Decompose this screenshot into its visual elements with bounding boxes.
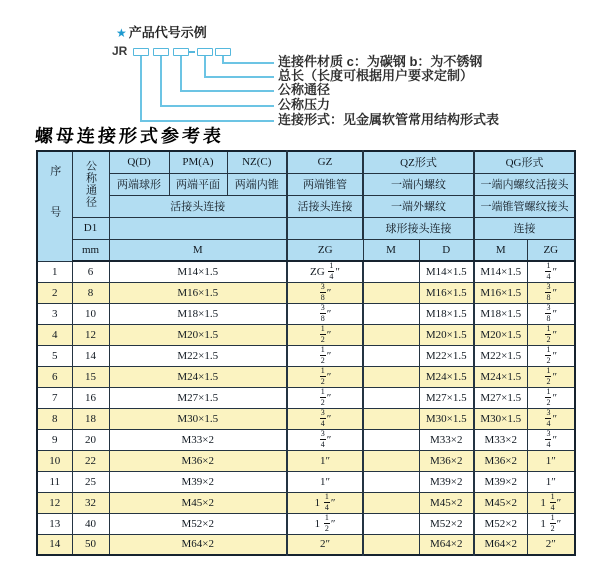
cell-dn: 12	[72, 324, 109, 345]
cell-dn: 8	[72, 282, 109, 303]
cell-qg-m: M24×1.5	[474, 366, 527, 387]
cell-qz-d: M33×2	[419, 429, 474, 450]
table-row	[37, 471, 575, 492]
cell-qz-d: M39×2	[419, 471, 474, 492]
cell-dn: 6	[72, 261, 109, 282]
header-group-nz: NZ(C)	[227, 151, 287, 173]
header-unit-qz-d: D	[419, 239, 474, 261]
cell-qg-m: M16×1.5	[474, 282, 527, 303]
cell-qz-d: M22×1.5	[419, 345, 474, 366]
cell-qz-d: M24×1.5	[419, 366, 474, 387]
code-label-length: 总长（长度可根据用户要求定制）	[278, 68, 474, 83]
cell-qg-zg: $\frac{1}{4}$ ″	[527, 261, 575, 282]
cell-m-thread: M22×1.5	[109, 345, 287, 366]
product-code-prefix: JR	[112, 44, 128, 58]
cell-seq: 12	[37, 492, 72, 513]
cell-qg-zg: $\frac{1}{2}$ ″	[527, 345, 575, 366]
cell-qg-m: M45×2	[474, 492, 527, 513]
cell-qz-d: M27×1.5	[419, 387, 474, 408]
cell-qz-m	[363, 492, 419, 513]
cell-dn: 20	[72, 429, 109, 450]
header-mm: mm	[72, 239, 109, 261]
cell-dn: 22	[72, 450, 109, 471]
table-row	[37, 429, 575, 450]
connector-line	[222, 62, 274, 64]
cell-gz-zg: $\frac{3}{8}$ ″	[287, 303, 363, 324]
cell-gz-zg: ZG $\frac{1}{4}$ ″	[287, 261, 363, 282]
cell-gz-zg: 1″	[287, 450, 363, 471]
cell-seq: 14	[37, 534, 72, 555]
cell-qz-m	[363, 429, 419, 450]
header-row-4	[37, 217, 575, 239]
header-dn: 公称通径	[72, 151, 109, 217]
nut-connection-reference-table	[36, 150, 576, 556]
cell-dn: 10	[72, 303, 109, 324]
cell-qg-m: M22×1.5	[474, 345, 527, 366]
cell-qg-zg: $\frac{3}{4}$ ″	[527, 408, 575, 429]
cell-qz-m	[363, 282, 419, 303]
cell-qg-m: M36×2	[474, 450, 527, 471]
table-row	[37, 534, 575, 555]
cell-qg-m: M52×2	[474, 513, 527, 534]
header-desc-qz1: 一端内螺纹	[363, 173, 474, 195]
cell-qg-zg: 1″	[527, 471, 575, 492]
cell-dn: 14	[72, 345, 109, 366]
cell-qz-m	[363, 534, 419, 555]
table-row	[37, 366, 575, 387]
connector-line	[160, 105, 274, 107]
cell-m-thread: M14×1.5	[109, 261, 287, 282]
header-blank-m	[109, 217, 287, 239]
header-desc-q: 两端球形	[109, 173, 169, 195]
cell-gz-zg: $\frac{3}{8}$ ″	[287, 282, 363, 303]
header-desc-qg2: 一端锥管螺纹接头	[474, 195, 575, 217]
cell-seq: 10	[37, 450, 72, 471]
cell-qg-zg: $\frac{3}{4}$ ″	[527, 429, 575, 450]
cell-dn: 50	[72, 534, 109, 555]
cell-qz-m	[363, 261, 419, 282]
cell-qg-zg: 1 $\frac{1}{2}$ ″	[527, 513, 575, 534]
table-row	[37, 282, 575, 303]
header-blank-gz	[287, 217, 363, 239]
code-label-connection: 连接形式：见金属软管常用结构形式表	[278, 112, 500, 127]
cell-m-thread: M16×1.5	[109, 282, 287, 303]
table-row	[37, 303, 575, 324]
table-title: 螺母连接形式参考表	[34, 126, 225, 146]
cell-qz-d: M36×2	[419, 450, 474, 471]
cell-qg-zg: $\frac{1}{2}$ ″	[527, 387, 575, 408]
product-code-title-text: 产品代号示例	[128, 25, 207, 40]
connector-line	[180, 90, 274, 92]
cell-qz-d: M14×1.5	[419, 261, 474, 282]
cell-m-thread: M45×2	[109, 492, 287, 513]
cell-dn: 18	[72, 408, 109, 429]
code-box	[153, 48, 169, 56]
cell-seq: 1	[37, 261, 72, 282]
cell-seq: 6	[37, 366, 72, 387]
header-group-qg: QG形式	[474, 151, 575, 173]
cell-m-thread: M20×1.5	[109, 324, 287, 345]
header-qg-connection: 连接	[474, 217, 575, 239]
header-group-gz: GZ	[287, 151, 363, 173]
cell-qz-m	[363, 450, 419, 471]
cell-gz-zg: 2″	[287, 534, 363, 555]
header-desc-gz: 两端锥管	[287, 173, 363, 195]
header-union-connection: 活接头连接	[109, 195, 287, 217]
cell-seq: 8	[37, 408, 72, 429]
header-row-3	[37, 195, 575, 217]
header-d1: D1	[72, 217, 109, 239]
table-row	[37, 324, 575, 345]
cell-qg-zg: $\frac{3}{8}$ ″	[527, 282, 575, 303]
header-group-qz: QZ形式	[363, 151, 474, 173]
code-box	[197, 48, 213, 56]
connector-line	[160, 56, 162, 105]
code-label-material: 连接件材质 c：为碳钢 b：为不锈钢	[278, 54, 483, 69]
cell-gz-zg: $\frac{3}{4}$ ″	[287, 408, 363, 429]
cell-seq: 7	[37, 387, 72, 408]
header-unit-m: M	[109, 239, 287, 261]
cell-qg-m: M39×2	[474, 471, 527, 492]
cell-qz-m	[363, 366, 419, 387]
cell-qg-m: M30×1.5	[474, 408, 527, 429]
cell-gz-zg: $\frac{1}{2}$ ″	[287, 366, 363, 387]
star-icon: ★	[116, 26, 127, 40]
cell-gz-zg: 1 $\frac{1}{2}$ ″	[287, 513, 363, 534]
cell-m-thread: M30×1.5	[109, 408, 287, 429]
cell-qz-d: M52×2	[419, 513, 474, 534]
cell-seq: 11	[37, 471, 72, 492]
cell-seq: 4	[37, 324, 72, 345]
header-desc-qg1: 一端内螺纹活接头	[474, 173, 575, 195]
header-unit-zg: ZG	[287, 239, 363, 261]
cell-qz-m	[363, 408, 419, 429]
cell-m-thread: M52×2	[109, 513, 287, 534]
cell-qz-m	[363, 471, 419, 492]
cell-dn: 15	[72, 366, 109, 387]
cell-qg-m: M64×2	[474, 534, 527, 555]
cell-m-thread: M24×1.5	[109, 366, 287, 387]
cell-qg-zg: 1″	[527, 450, 575, 471]
cell-gz-zg: $\frac{1}{2}$ ″	[287, 387, 363, 408]
table-row	[37, 387, 575, 408]
cell-qg-zg: $\frac{1}{2}$ ″	[527, 366, 575, 387]
table-row	[37, 450, 575, 471]
cell-gz-zg: 1 $\frac{1}{4}$ ″	[287, 492, 363, 513]
cell-seq: 5	[37, 345, 72, 366]
cell-qz-m	[363, 387, 419, 408]
connector-line	[204, 76, 274, 78]
cell-qz-d: M64×2	[419, 534, 474, 555]
cell-seq: 2	[37, 282, 72, 303]
cell-qz-d: M45×2	[419, 492, 474, 513]
connector-line	[180, 56, 182, 90]
cell-qz-m	[363, 345, 419, 366]
cell-qz-m	[363, 513, 419, 534]
table-body	[37, 261, 575, 555]
code-box	[215, 48, 231, 56]
cell-qg-m: M20×1.5	[474, 324, 527, 345]
cell-qz-m	[363, 303, 419, 324]
cell-qg-zg: $\frac{1}{2}$ ″	[527, 324, 575, 345]
cell-qg-zg: $\frac{3}{8}$ ″	[527, 303, 575, 324]
cell-qz-d: M20×1.5	[419, 324, 474, 345]
cell-gz-zg: $\frac{1}{2}$ ″	[287, 345, 363, 366]
header-seq: 序号	[37, 151, 72, 261]
cell-qz-d: M16×1.5	[419, 282, 474, 303]
code-box	[173, 48, 189, 56]
header-row-2	[37, 173, 575, 195]
cell-seq: 3	[37, 303, 72, 324]
code-label-diameter: 公称通径	[278, 82, 331, 97]
header-row-5	[37, 239, 575, 261]
header-group-pm: PM(A)	[169, 151, 227, 173]
header-unit-qg-zg: ZG	[527, 239, 575, 261]
header-group-q: Q(D)	[109, 151, 169, 173]
table-row	[37, 492, 575, 513]
cell-qg-m: M27×1.5	[474, 387, 527, 408]
table-header	[37, 151, 575, 261]
header-desc-qz2: 一端外螺纹	[363, 195, 474, 217]
cell-gz-zg: $\frac{3}{4}$ ″	[287, 429, 363, 450]
header-gz-connection: 活接头连接	[287, 195, 363, 217]
cell-qg-m: M18×1.5	[474, 303, 527, 324]
cell-m-thread: M64×2	[109, 534, 287, 555]
cell-qg-zg: 2″	[527, 534, 575, 555]
cell-seq: 9	[37, 429, 72, 450]
code-box	[133, 48, 149, 56]
code-dash	[188, 51, 195, 53]
header-unit-qz-m: M	[363, 239, 419, 261]
cell-dn: 40	[72, 513, 109, 534]
cell-m-thread: M36×2	[109, 450, 287, 471]
cell-qz-d: M18×1.5	[419, 303, 474, 324]
header-unit-qg-m: M	[474, 239, 527, 261]
table-row	[37, 513, 575, 534]
table-row	[37, 408, 575, 429]
cell-qz-d: M30×1.5	[419, 408, 474, 429]
cell-dn: 25	[72, 471, 109, 492]
header-desc-nz: 两端内锥	[227, 173, 287, 195]
cell-dn: 16	[72, 387, 109, 408]
cell-qg-m: M33×2	[474, 429, 527, 450]
cell-qz-m	[363, 324, 419, 345]
code-label-pressure: 公称压力	[278, 97, 331, 112]
cell-m-thread: M18×1.5	[109, 303, 287, 324]
cell-qg-zg: 1 $\frac{1}{4}$ ″	[527, 492, 575, 513]
product-code-title	[116, 22, 207, 41]
cell-m-thread: M33×2	[109, 429, 287, 450]
cell-m-thread: M27×1.5	[109, 387, 287, 408]
cell-qg-m: M14×1.5	[474, 261, 527, 282]
cell-dn: 32	[72, 492, 109, 513]
table-row	[37, 345, 575, 366]
cell-gz-zg: 1″	[287, 471, 363, 492]
cell-m-thread: M39×2	[109, 471, 287, 492]
header-desc-pm: 两端平面	[169, 173, 227, 195]
table-row	[37, 261, 575, 282]
cell-seq: 13	[37, 513, 72, 534]
connector-line	[204, 56, 206, 76]
header-qz-connection: 球形接头连接	[363, 217, 474, 239]
cell-gz-zg: $\frac{1}{2}$ ″	[287, 324, 363, 345]
header-row-1	[37, 151, 575, 173]
connector-line	[140, 56, 142, 120]
